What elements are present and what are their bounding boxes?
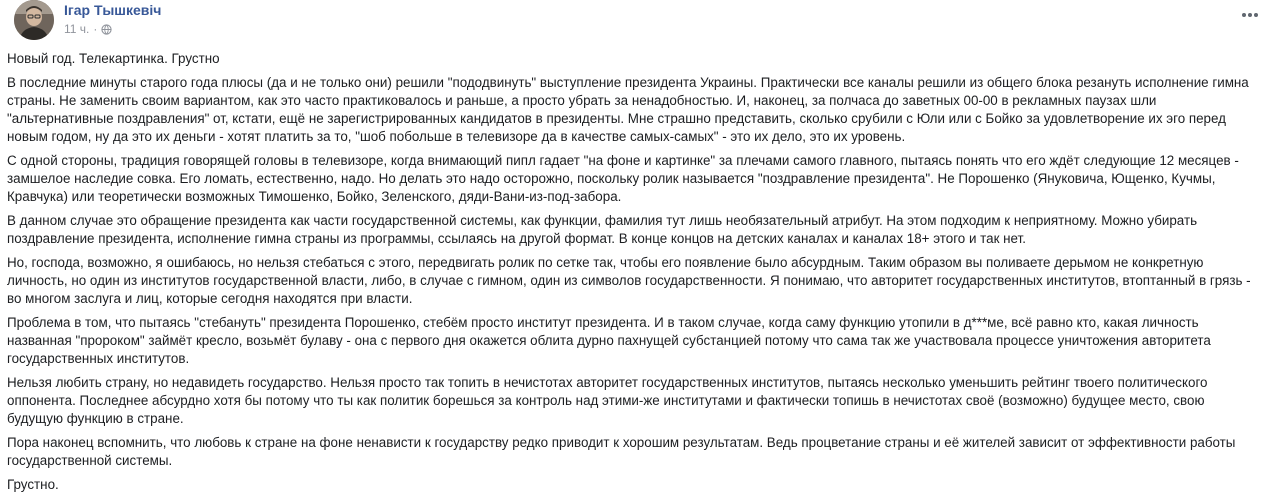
post-paragraph: В последние минуты старого года плюсы (да и не только они) решили "пододвинуть" выступление президента Украины. Практически все каналы решили из общего блока резануть исполнение гимна страны. Не заменить своим вариантом, как это часто практиковалось и раньше, а просто убрать за ненадобностью. И, наконец, за полчаса до заветных 00-00 в рекламных паузах шли "альтернативные поздравления" от, кстати, ещё не зарегистрированных кандидатов в президенты. Мне страшно представить, сколько срубили с Юли или с Бойко за удовлетворение их эго перед новым годом, ну да это их деньги - хотят платить за то, "шоб побольше в телевизоре да в качестве самых-самых" - это их дело, это их уровень. [7, 75, 1249, 144]
post-paragraph: Проблема в том, что пытаясь "стебануть" президента Порошенко, стебём просто институт президента. И в таком случае, когда саму функцию утопили в д***ме, всё равно кто, какая личность названная "пророком" займёт кресло, возьмёт булаву - она с первого дня окажется облита дурно пахнущей субстанцией потому что сама так же участвовала процессе уничтожения авторитета государственных институтов. [7, 315, 1211, 366]
post-body [7, 50, 1252, 500]
more-options-icon [1241, 12, 1259, 18]
post-paragraph: Но, господа, возможно, я ошибаюсь, но нельзя стебаться с этого, передвигать ролик по сетке так, чтобы его появление было абсурдным. Таким образом вы поливаете дерьмом не конкретную личность, но один из институтов государственной власти, либо, в случае с гимном, один из символов государственности. Я понимаю, что авторитет государственных институтов, втоптанный в грязь - во многом заслуга и лиц, которые сегодня находятся при власти. [7, 255, 1251, 306]
post-paragraph: В данном случае это обращение президента как части государственной системы, как функции, фамилия тут лишь необязательный атрибут. На этом подходим к неприятному. Можно убирать поздравление президента, исполнение гимна страны из программы, ссылаясь на другой формат. В конце концов на детских каналах и каналах 18+ этого и так нет. [7, 213, 1198, 246]
globe-icon[interactable] [101, 24, 112, 35]
post-paragraph: Новый год. Телекартинка. Грустно [7, 51, 220, 66]
more-options-button[interactable] [1238, 6, 1262, 24]
post-header [7, 0, 1270, 44]
post-meta [64, 22, 112, 36]
meta-separator: · [93, 22, 98, 36]
avatar[interactable] [14, 0, 54, 40]
post-paragraph: С одной стороны, традиция говорящей головы в телевизоре, когда внимающий пипл гадает "на фоне и картинке" за плечами самого главного, пытаясь понять что его ждёт следующие 12 месяцев - замшелое наследие совка. Его ломать, естественно, надо. Но делать это надо осторожно, поскольку ролик называется "поздравление президента". Не Порошенко (Януковича, Ющенко, Кучмы, Кравчука) или теоретически возможных Тимошенко, Бойко, Зеленского, дяди-Вани-из-под-забора. [7, 153, 1239, 204]
post-timestamp[interactable]: 11 ч. [64, 22, 90, 36]
post-paragraph: Нельзя любить страну, но недавидеть государство. Нельзя просто так топить в нечистотах авторитет государственных институтов, пытаясь несколько уменьшить рейтинг твоего политического оппонента. Последнее абсурдно хотя бы потому что ты как политик борешься за контроль над этими-же институтами и фактически топишь в нечистотах своё (возможно) будущее место, свою будущую функцию в стране. [7, 375, 1208, 426]
post-paragraph: Пора наконец вспомнить, что любовь к стране на фоне ненависти к государству редко приводит к хорошим результатам. Ведь процветание страны и её жителей зависит от эффективности работы государственной системы. [7, 435, 1236, 468]
profile-photo-icon [14, 0, 54, 40]
author-name[interactable]: Ігар Тышкевіч [64, 2, 162, 18]
post-paragraph: Грустно. [7, 477, 59, 492]
